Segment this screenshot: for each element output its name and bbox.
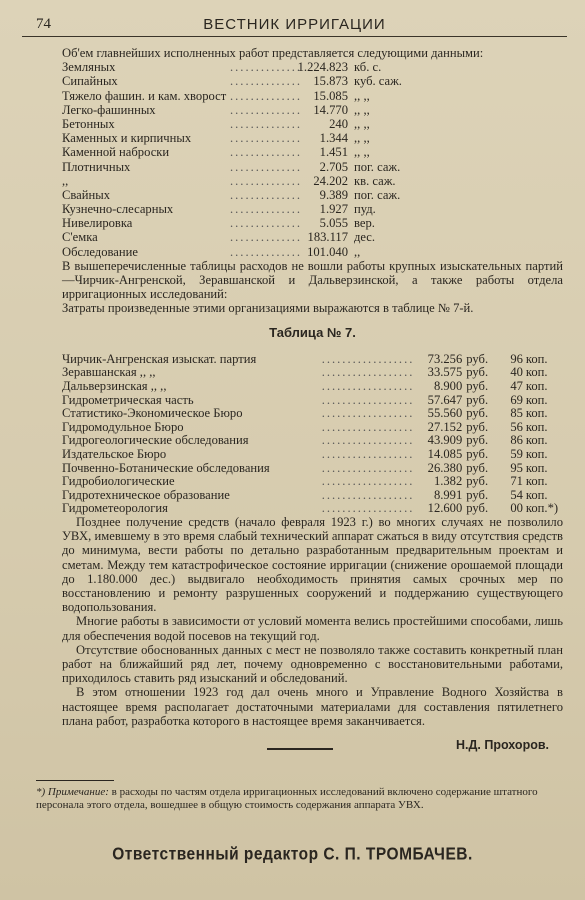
row-kop: 59	[510, 447, 523, 461]
work-value: 9.389	[319, 187, 348, 202]
work-unit: вер.	[354, 216, 375, 231]
work-name: Нивелировка	[62, 216, 133, 231]
table-row	[62, 433, 563, 447]
row-rub: 14.085	[427, 447, 463, 461]
row-kop: 71	[510, 474, 523, 489]
works-row	[62, 174, 563, 188]
work-unit: ,, ,,	[354, 102, 370, 117]
kop-cell	[523, 379, 563, 393]
leader-dots: ..............	[230, 60, 303, 75]
kop-label: коп.	[525, 351, 548, 366]
leader-dots: ..................	[321, 460, 415, 475]
works-row	[62, 245, 563, 259]
work-name: Бетонных	[62, 116, 115, 131]
table-row	[62, 393, 563, 407]
work-value: 15.085	[313, 88, 348, 103]
rub-label: руб.	[466, 433, 489, 448]
kop-cell	[523, 501, 563, 515]
footnote	[36, 786, 557, 812]
work-value: 1.451	[319, 145, 348, 160]
leader-dots: ..................	[321, 392, 415, 407]
footnote-lead: *) Примечание:	[36, 786, 109, 798]
works-row	[62, 117, 563, 131]
works-row	[62, 131, 563, 145]
kop-label: коп.	[525, 433, 548, 448]
row-name: Чирчик-Ангренская изыскат. партия	[62, 351, 257, 366]
row-rub: 43.909	[427, 433, 463, 448]
work-value: 5.055	[319, 216, 348, 231]
row-kop: 86	[510, 433, 523, 448]
leader-dots: ..............	[230, 187, 303, 202]
row-rub: 1.382	[433, 474, 463, 489]
kop-cell	[523, 433, 563, 447]
work-value: 101.040	[307, 244, 348, 259]
leader-dots: ..................	[321, 433, 415, 448]
kop-label: коп.	[525, 406, 548, 421]
rub-label: руб.	[466, 419, 489, 434]
kop-label: коп.	[525, 474, 548, 489]
rub-label: руб.	[466, 351, 489, 366]
work-name: Свайных	[62, 187, 111, 202]
work-unit: пуд.	[354, 202, 376, 217]
table-row	[62, 474, 563, 488]
works-row	[62, 230, 563, 244]
section-divider	[267, 748, 333, 750]
rub-label: руб.	[466, 392, 489, 407]
table-title: Таблица № 7.	[269, 324, 356, 340]
kop-label: коп.	[525, 447, 548, 461]
table-row	[62, 379, 563, 393]
row-rub: 26.380	[427, 460, 463, 475]
body-paragraph: В этом отношении 1923 год дал очень много и Управление Водного Хозяйства в настоящее время располагает достаточными материалами для составления пятилетнего плана работ, разработка которого в настоящее время заканчивается.	[62, 685, 563, 728]
work-unit: ,, ,,	[354, 145, 370, 160]
row-kop: 96	[510, 351, 523, 366]
row-kop: 56	[510, 419, 523, 434]
footnote-text: в расходы по частям отдела ирригационных исследований включено содержание штатного персонала этого отдела, вошедшее в общую стоимость содержания аппарата УВХ.	[36, 786, 538, 811]
kop-cell	[523, 447, 563, 461]
leader-dots: ..............	[230, 216, 303, 231]
kop-label: коп.	[525, 379, 548, 394]
row-name: Почвенно-Ботанические обследования	[62, 460, 270, 475]
kop-cell	[523, 365, 563, 379]
row-kop: 54	[510, 487, 523, 502]
table-row	[62, 488, 563, 502]
expense-table	[62, 352, 563, 515]
table-row	[62, 406, 563, 420]
row-rub: 55.560	[427, 406, 463, 421]
rub-label: руб.	[466, 365, 489, 380]
paragraph-partii: В вышеперечисленные таблицы расходов не вошли работы крупных изыскательных партий—Чирчик-Ангренской, Зеравшанской и Дальверзинской, а также работы отдела ирригационных исследований:	[62, 258, 563, 302]
work-name: Каменных и кирпичных	[62, 131, 192, 146]
rub-label: руб.	[466, 487, 489, 502]
kop-cell	[523, 352, 563, 366]
row-name: Издательское Бюро	[62, 447, 167, 461]
kop-cell	[523, 488, 563, 502]
leader-dots: ..................	[321, 487, 415, 502]
work-name: Плотничных	[62, 159, 131, 174]
work-name: Тяжело фашин. и кам. хворост	[62, 88, 227, 103]
works-row	[62, 60, 563, 74]
work-unit: ,, ,,	[354, 116, 370, 131]
row-kop: 69	[510, 392, 523, 407]
work-value: 1.224.823	[297, 60, 348, 75]
article-body	[62, 46, 563, 752]
row-rub: 12.600	[427, 501, 463, 516]
works-row	[62, 188, 563, 202]
rub-label: руб.	[466, 379, 489, 394]
kop-cell	[523, 406, 563, 420]
body-paragraph: Отсутствие обоснованных данных с мест не позволяло также составить конкретный план работ на ближайший ряд лет, почему одновременно с восстановительными работами, приходилось ставить ряд изысканий и обследований.	[62, 642, 563, 686]
row-name: Гидрометрическая часть	[62, 392, 194, 407]
works-row	[62, 216, 563, 230]
kop-label: коп.	[525, 365, 548, 380]
row-name: Гидрометеорология	[62, 501, 168, 516]
kop-cell	[523, 420, 563, 434]
rub-label: руб.	[466, 474, 489, 489]
rub-label: руб.	[466, 447, 489, 461]
row-rub: 33.575	[427, 365, 463, 380]
work-unit: куб. саж.	[354, 74, 402, 89]
table-row	[62, 501, 563, 515]
leader-dots: ..............	[230, 74, 303, 89]
work-unit: ,, ,,	[354, 88, 370, 103]
work-name: С'емка	[62, 230, 98, 245]
works-list	[62, 60, 563, 259]
kop-cell	[523, 461, 563, 475]
work-unit: ,, ,,	[354, 131, 370, 146]
row-name: Дальверзинская ,, ,,	[62, 379, 167, 394]
row-name: Гидрогеологические обследования	[62, 433, 249, 448]
work-name: Кузнечно-слесарных	[62, 202, 174, 217]
author-signature: Н.Д. Прохоров.	[456, 738, 549, 753]
row-rub: 8.991	[433, 487, 463, 502]
work-name: Каменной наброски	[62, 145, 170, 160]
works-row	[62, 202, 563, 216]
leader-dots: ..............	[230, 145, 303, 160]
leader-dots: ..................	[321, 474, 415, 489]
kop-cell	[523, 474, 563, 488]
row-rub: 8.900	[433, 379, 463, 394]
work-unit: пог. саж.	[354, 159, 401, 174]
work-name: Легко-фашинных	[62, 102, 156, 117]
leader-dots: ..................	[321, 501, 415, 516]
works-row	[62, 160, 563, 174]
work-unit: кб. с.	[354, 60, 382, 75]
table-row	[62, 461, 563, 475]
work-name: Сипайных	[62, 74, 118, 89]
table-row	[62, 420, 563, 434]
leader-dots: ..............	[230, 230, 303, 245]
leader-dots: ..................	[321, 447, 415, 461]
kop-label: коп.	[525, 487, 548, 502]
footnote-rule	[36, 780, 114, 781]
page-header	[22, 14, 567, 37]
rub-label: руб.	[466, 501, 489, 516]
row-name: Статистико-Экономическое Бюро	[62, 406, 243, 421]
row-mark: *)	[547, 501, 559, 516]
leader-dots: ..............	[230, 244, 303, 259]
rub-label: руб.	[466, 406, 489, 421]
row-name: Зеравшанская ,, ,,	[62, 365, 156, 380]
row-name: Гидробиологические	[62, 474, 175, 489]
row-kop: 00	[510, 501, 523, 516]
work-name: Земляных	[62, 60, 116, 75]
body-paragraph: Многие работы в зависимости от условий момента велись простейшими способами, лишь для обеспечения водой посевов на текущий год.	[62, 614, 563, 643]
works-row	[62, 74, 563, 88]
conclusion-paragraphs	[62, 515, 563, 728]
leader-dots: ..................	[321, 351, 415, 366]
work-unit: дес.	[354, 230, 376, 245]
row-kop: 95	[510, 460, 523, 475]
row-name: Гидротехническое образование	[62, 487, 230, 502]
leader-dots: ..................	[321, 379, 415, 394]
works-row	[62, 103, 563, 117]
table-row	[62, 352, 563, 366]
work-value: 14.770	[313, 102, 348, 117]
work-name: ,,	[62, 173, 69, 188]
work-name: Обследование	[62, 244, 138, 259]
kop-label: коп.	[525, 501, 548, 516]
work-value: 2.705	[319, 159, 348, 174]
paragraph-zatraty: Затраты произведенные этими организациями выражаются в таблице № 7-й.	[62, 301, 474, 316]
work-value: 183.117	[307, 230, 348, 245]
leader-dots: ..............	[230, 202, 303, 217]
page-number: 74	[36, 16, 51, 32]
works-row	[62, 145, 563, 159]
work-value: 1.344	[319, 131, 348, 146]
kop-label: коп.	[525, 419, 548, 434]
works-row	[62, 89, 563, 103]
journal-title: ВЕСТНИК ИРРИГАЦИИ	[203, 16, 386, 33]
work-value: 15.873	[313, 74, 348, 89]
leader-dots: ..................	[321, 419, 415, 434]
leader-dots: ..............	[230, 131, 303, 146]
table-row	[62, 447, 563, 461]
leader-dots: ..............	[230, 159, 303, 174]
rub-label: руб.	[466, 460, 489, 475]
kop-cell	[523, 393, 563, 407]
work-value: 240	[329, 116, 348, 131]
row-kop: 40	[510, 365, 523, 380]
row-kop: 85	[510, 406, 523, 421]
leader-dots: ..............	[230, 116, 303, 131]
kop-label: коп.	[525, 392, 548, 407]
leader-dots: ..............	[230, 102, 303, 117]
work-unit: пог. саж.	[354, 187, 401, 202]
work-unit: ,,	[354, 244, 361, 259]
leader-dots: ..................	[321, 365, 415, 380]
leader-dots: ..............	[230, 173, 303, 188]
work-value: 1.927	[319, 202, 348, 217]
work-value: 24.202	[313, 173, 348, 188]
works-intro: Об'ем главнейших исполненных работ представляется следующими данными:	[62, 46, 484, 60]
leader-dots: ..............	[230, 88, 303, 103]
row-rub: 73.256	[427, 351, 463, 366]
editor-line: Ответственный редактор С. П. ТРОМБАЧЕВ.	[112, 844, 473, 865]
row-rub: 27.152	[427, 419, 463, 434]
work-unit: кв. саж.	[354, 173, 396, 188]
table-row	[62, 365, 563, 379]
row-name: Гидромодульное Бюро	[62, 419, 184, 434]
leader-dots: ..................	[321, 406, 415, 421]
row-kop: 47	[510, 379, 523, 394]
body-paragraph: Позднее получение средств (начало февраля 1923 г.) во многих случаях не позволило УВХ, имевшему в это время слабый технический аппарат сжаться в виду отсутствия средств до минимума, вести работы по детально разработанным предварительным проектам и сметам. Между тем катастрофическое состояние ирригации (снижение орошаемой площади до 1.180.000 дес.) выдвигало необходимость принятия самых срочных мер по восстановлению и ремонту разрушенных сооружений и поддержанию существующего водопользования.	[62, 514, 563, 615]
kop-label: коп.	[525, 460, 548, 475]
row-rub: 57.647	[427, 392, 463, 407]
